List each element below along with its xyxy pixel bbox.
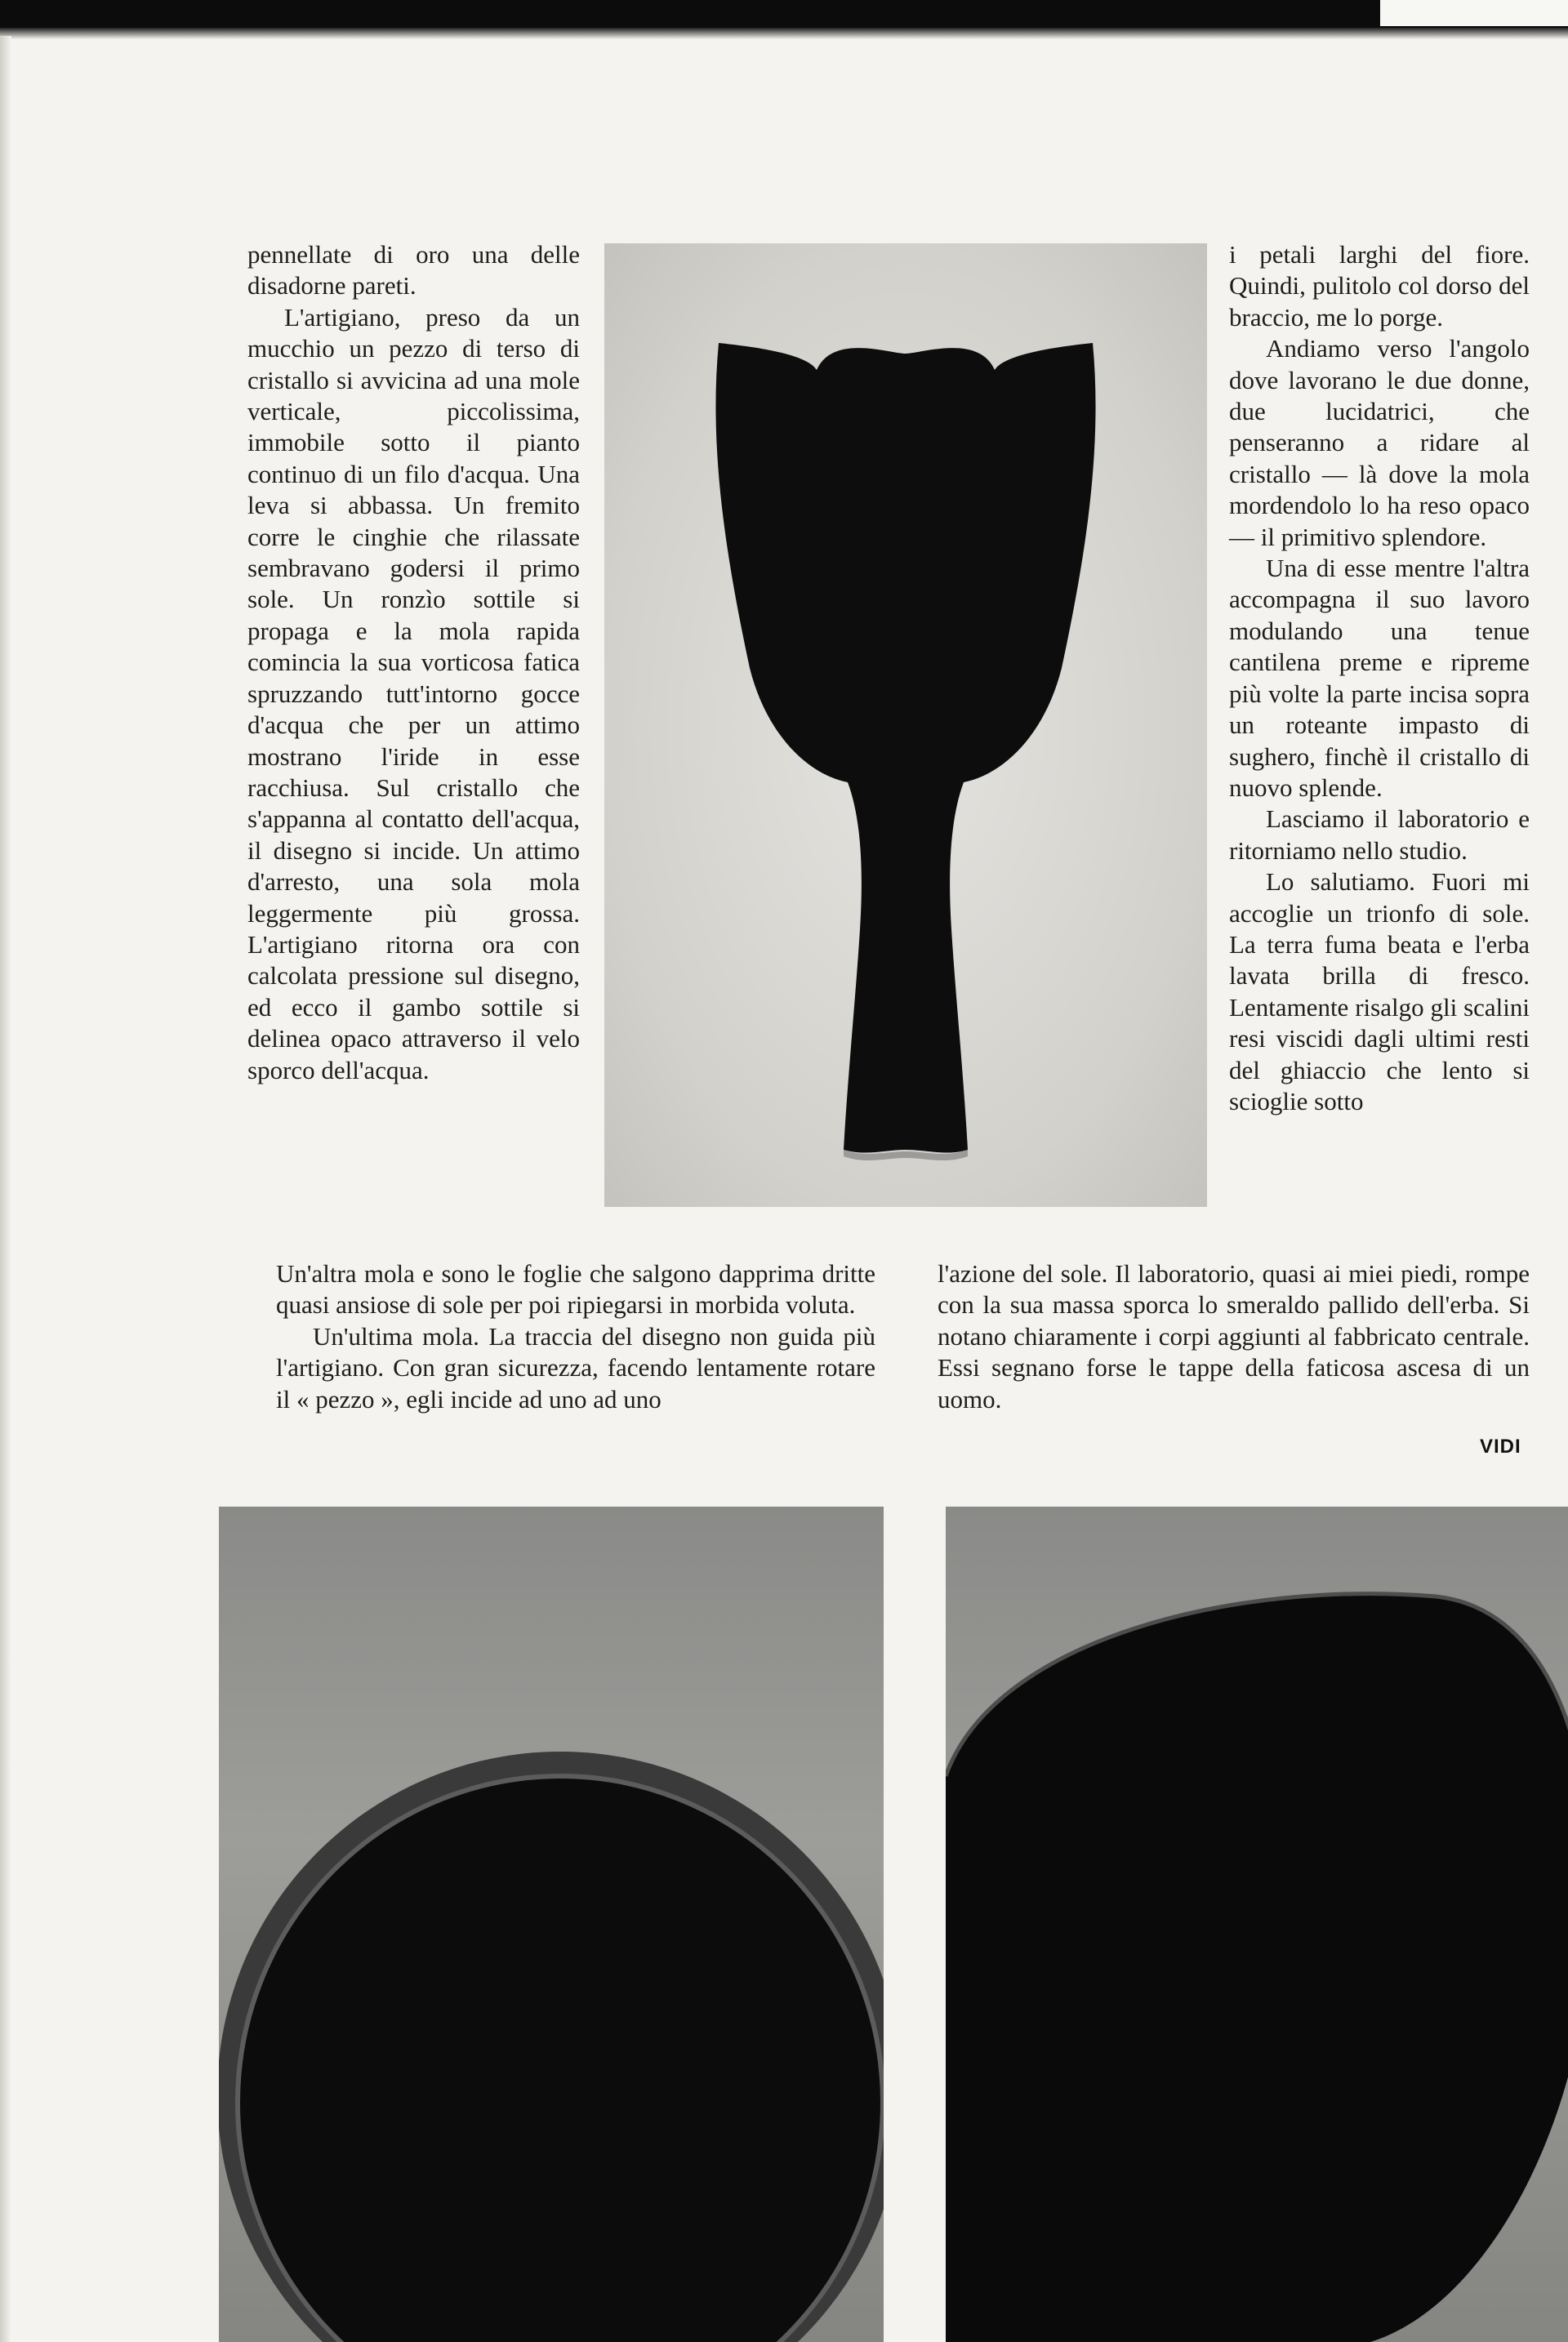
oval-plate-shape (946, 1594, 1568, 2342)
article-left-column (247, 239, 580, 1086)
article-right-bottom (938, 1258, 1530, 1415)
oval-plate-image (946, 1507, 1568, 2342)
hand-mirror-image (604, 243, 1207, 1207)
article-right-column (1229, 239, 1530, 1117)
round-glass-plate-photo (219, 1507, 884, 2342)
hand-mirror-photo (604, 243, 1207, 1207)
article-left-bottom (276, 1258, 875, 1415)
magazine-mark: VIDI (1480, 1436, 1521, 1458)
paragraph: pennellate di oro una delle disadorne pareti. (247, 240, 580, 301)
paragraph: Lo salutiamo. Fuori mi accoglie un trionfo di sole. La terra fuma beata e l'erba lavata brilla di fresco. Lentamente risalgo gli scalini resi viscidi dagli ultimi resti del ghiaccio che lento si scioglie sotto (1229, 867, 1530, 1115)
page-corner (1380, 0, 1568, 26)
page-top-shadow (0, 28, 1568, 39)
paragraph: Andiamo verso l'angolo dove lavorano le due donne, due lucidatrici, che penseranno a ridare al cristallo — là dove la mola mordendolo lo ha reso opaco — il primitivo splendore. (1229, 334, 1530, 551)
paragraph: L'artigiano, preso da un mucchio un pezzo di terso di cristallo si avvicina ad una mole verticale, piccolissima, immobile sotto il pianto continuo di un filo d'acqua. Una leva si abbassa. Un fremito corre le cinghie che rilassate sembravano godersi il primo sole. Un ronzìo sottile si propaga e la mola rapida comincia la sua vorticosa fatica spruzzando tutt'intorno gocce d'acqua che per un attimo mostrano l'iride in esse racchiusa. Sul cristallo che s'appanna al contatto dell'acqua, il disegno si incide. Un attimo d'arresto, una sola mola leggermente più grossa. L'artigiano ritorna ora con calcolata pressione sul disegno, ed ecco il gambo sottile si delinea opaco attraverso il velo sporco dell'acqua. (247, 302, 580, 1084)
paragraph: Un'altra mola e sono le foglie che salgono dapprima dritte quasi ansiose di sole per poi ripiegarsi in morbida voluta. (276, 1259, 875, 1320)
round-plate-image (219, 1507, 884, 2342)
paragraph: Una di esse mentre l'altra accompagna il suo lavoro modulando una tenue cantilena preme e ripreme più volte la parte incisa sopra un roteante impasto di sughero, finchè il cristallo di nuovo splende. (1229, 554, 1530, 802)
paragraph: Un'ultima mola. La traccia del disegno non guida più l'artigiano. Con gran sicurezza, facendo lentamente rotare il « pezzo », egli incide ad uno ad uno (276, 1321, 875, 1414)
hand-mirror-shape (715, 343, 1095, 1153)
paragraph: l'azione del sole. Il laboratorio, quasi ai miei piedi, rompe con la sua massa sporca lo smeraldo pallido dell'erba. Si notano chiaramente i corpi aggiunti al fabbricato centrale. Essi segnano forse le tappe della faticosa ascesa di un uomo. (938, 1259, 1530, 1414)
page-gutter (0, 36, 11, 2342)
paragraph: i petali larghi del fiore. Quindi, pulitolo col dorso del braccio, me lo porge. (1229, 240, 1530, 332)
paragraph: Lasciamo il laboratorio e ritorniamo nello studio. (1229, 804, 1530, 865)
oval-glass-plate-photo (946, 1507, 1568, 2342)
